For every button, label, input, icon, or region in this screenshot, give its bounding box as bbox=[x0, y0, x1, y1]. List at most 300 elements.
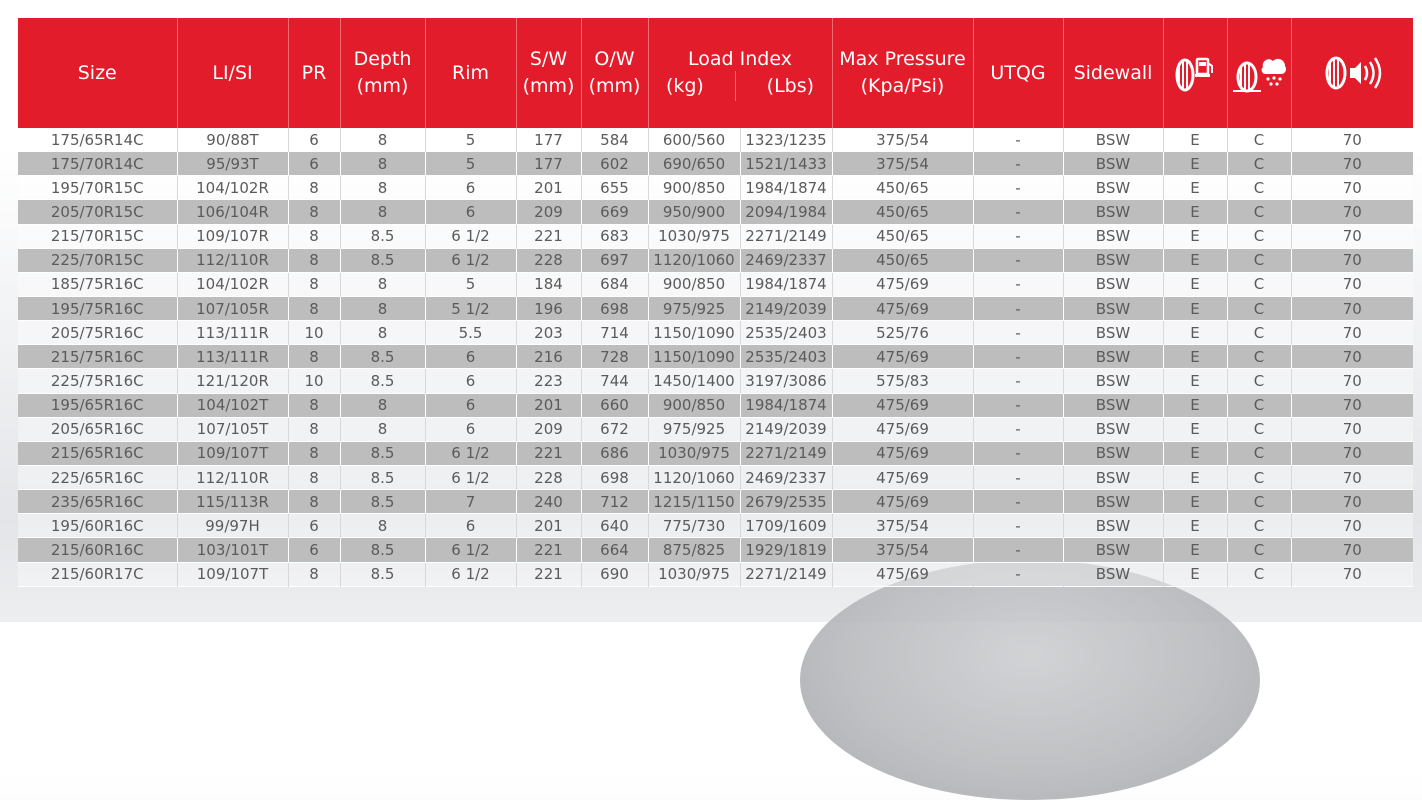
cell-utqg: - bbox=[973, 538, 1063, 562]
cell-ow: 697 bbox=[581, 248, 648, 272]
cell-load-lbs: 2271/2149 bbox=[740, 562, 832, 586]
header-load-kg: (kg) bbox=[665, 74, 704, 97]
cell-ow: 698 bbox=[581, 296, 648, 320]
cell-ow: 640 bbox=[581, 514, 648, 538]
cell-rim: 6 1/2 bbox=[425, 248, 516, 272]
cell-pr: 10 bbox=[288, 321, 340, 345]
cell-sw: 240 bbox=[516, 490, 581, 514]
cell-load-kg: 1030/975 bbox=[648, 224, 740, 248]
cell-fuel-efficiency: E bbox=[1163, 224, 1227, 248]
cell-wet-grip: C bbox=[1227, 272, 1291, 296]
cell-max-pressure: 475/69 bbox=[832, 441, 973, 465]
cell-li-si: 112/110R bbox=[177, 465, 288, 489]
cell-load-kg: 900/850 bbox=[648, 272, 740, 296]
cell-max-pressure: 475/69 bbox=[832, 417, 973, 441]
cell-sidewall: BSW bbox=[1063, 562, 1163, 586]
header-road-noise bbox=[1291, 18, 1413, 128]
cell-sidewall: BSW bbox=[1063, 538, 1163, 562]
table-row bbox=[18, 321, 1413, 345]
cell-pr: 8 bbox=[288, 465, 340, 489]
cell-ow: 728 bbox=[581, 345, 648, 369]
cell-sw: 221 bbox=[516, 562, 581, 586]
cell-fuel-efficiency: E bbox=[1163, 321, 1227, 345]
cell-sidewall: BSW bbox=[1063, 200, 1163, 224]
cell-li-si: 95/93T bbox=[177, 152, 288, 176]
cell-wet-grip: C bbox=[1227, 248, 1291, 272]
cell-load-kg: 975/925 bbox=[648, 296, 740, 320]
cell-fuel-efficiency: E bbox=[1163, 128, 1227, 152]
cell-rim: 6 bbox=[425, 417, 516, 441]
cell-load-kg: 875/825 bbox=[648, 538, 740, 562]
cell-li-si: 99/97H bbox=[177, 514, 288, 538]
cell-utqg: - bbox=[973, 296, 1063, 320]
cell-sidewall: BSW bbox=[1063, 490, 1163, 514]
cell-load-kg: 1120/1060 bbox=[648, 465, 740, 489]
cell-utqg: - bbox=[973, 393, 1063, 417]
table-row bbox=[18, 514, 1413, 538]
cell-load-kg: 1120/1060 bbox=[648, 248, 740, 272]
cell-li-si: 104/102R bbox=[177, 272, 288, 296]
cell-size: 215/70R15C bbox=[18, 224, 177, 248]
cell-sw: 228 bbox=[516, 248, 581, 272]
cell-sidewall: BSW bbox=[1063, 514, 1163, 538]
cell-sw: 216 bbox=[516, 345, 581, 369]
cell-rim: 7 bbox=[425, 490, 516, 514]
cell-wet-grip: C bbox=[1227, 465, 1291, 489]
fuel-efficiency-icon bbox=[1166, 53, 1225, 93]
cell-ow: 712 bbox=[581, 490, 648, 514]
cell-wet-grip: C bbox=[1227, 200, 1291, 224]
cell-load-kg: 1150/1090 bbox=[648, 345, 740, 369]
cell-sidewall: BSW bbox=[1063, 272, 1163, 296]
table-row bbox=[18, 417, 1413, 441]
cell-size: 225/75R16C bbox=[18, 369, 177, 393]
cell-sidewall: BSW bbox=[1063, 296, 1163, 320]
cell-utqg: - bbox=[973, 562, 1063, 586]
cell-wet-grip: C bbox=[1227, 296, 1291, 320]
cell-sw: 201 bbox=[516, 176, 581, 200]
cell-size: 225/65R16C bbox=[18, 465, 177, 489]
table-row bbox=[18, 224, 1413, 248]
cell-max-pressure: 450/65 bbox=[832, 200, 973, 224]
cell-sw: 221 bbox=[516, 538, 581, 562]
cell-ow: 584 bbox=[581, 128, 648, 152]
table-row bbox=[18, 128, 1413, 152]
table-row bbox=[18, 345, 1413, 369]
table-row bbox=[18, 490, 1413, 514]
cell-depth: 8.5 bbox=[340, 369, 425, 393]
cell-road-noise: 70 bbox=[1291, 441, 1413, 465]
cell-li-si: 107/105R bbox=[177, 296, 288, 320]
cell-depth: 8.5 bbox=[340, 441, 425, 465]
header-max-pressure bbox=[832, 18, 973, 128]
cell-utqg: - bbox=[973, 490, 1063, 514]
cell-load-kg: 1030/975 bbox=[648, 562, 740, 586]
cell-pr: 8 bbox=[288, 490, 340, 514]
header-size: Size bbox=[18, 18, 177, 128]
cell-size: 215/65R16C bbox=[18, 441, 177, 465]
cell-sw: 201 bbox=[516, 514, 581, 538]
cell-li-si: 90/88T bbox=[177, 128, 288, 152]
cell-li-si: 107/105T bbox=[177, 417, 288, 441]
cell-ow: 690 bbox=[581, 562, 648, 586]
cell-pr: 8 bbox=[288, 441, 340, 465]
cell-rim: 5 1/2 bbox=[425, 296, 516, 320]
cell-road-noise: 70 bbox=[1291, 272, 1413, 296]
cell-wet-grip: C bbox=[1227, 562, 1291, 586]
cell-size: 215/60R17C bbox=[18, 562, 177, 586]
cell-ow: 698 bbox=[581, 465, 648, 489]
cell-sw: 184 bbox=[516, 272, 581, 296]
header-ow-label: O/W bbox=[594, 48, 635, 70]
cell-road-noise: 70 bbox=[1291, 152, 1413, 176]
cell-size: 205/65R16C bbox=[18, 417, 177, 441]
cell-load-lbs: 2679/2535 bbox=[740, 490, 832, 514]
cell-size: 175/65R14C bbox=[18, 128, 177, 152]
cell-utqg: - bbox=[973, 321, 1063, 345]
cell-li-si: 104/102T bbox=[177, 393, 288, 417]
cell-load-kg: 975/925 bbox=[648, 417, 740, 441]
cell-fuel-efficiency: E bbox=[1163, 296, 1227, 320]
header-load-index-label: Load Index bbox=[688, 47, 792, 70]
header-depth-label: Depth bbox=[353, 48, 412, 70]
cell-utqg: - bbox=[973, 417, 1063, 441]
cell-rim: 6 1/2 bbox=[425, 562, 516, 586]
cell-ow: 714 bbox=[581, 321, 648, 345]
cell-depth: 8.5 bbox=[340, 465, 425, 489]
cell-size: 195/65R16C bbox=[18, 393, 177, 417]
cell-load-kg: 775/730 bbox=[648, 514, 740, 538]
header-sw-label: S/W bbox=[529, 48, 568, 70]
table-body bbox=[18, 128, 1413, 586]
cell-wet-grip: C bbox=[1227, 369, 1291, 393]
cell-fuel-efficiency: E bbox=[1163, 417, 1227, 441]
cell-load-lbs: 2271/2149 bbox=[740, 441, 832, 465]
cell-size: 215/75R16C bbox=[18, 345, 177, 369]
cell-li-si: 109/107R bbox=[177, 224, 288, 248]
cell-utqg: - bbox=[973, 441, 1063, 465]
cell-utqg: - bbox=[973, 152, 1063, 176]
cell-li-si: 106/104R bbox=[177, 200, 288, 224]
cell-sw: 221 bbox=[516, 224, 581, 248]
cell-size: 195/75R16C bbox=[18, 296, 177, 320]
table-row bbox=[18, 562, 1413, 586]
cell-utqg: - bbox=[973, 345, 1063, 369]
cell-load-lbs: 2469/2337 bbox=[740, 248, 832, 272]
cell-utqg: - bbox=[973, 128, 1063, 152]
table-row bbox=[18, 176, 1413, 200]
cell-load-kg: 600/560 bbox=[648, 128, 740, 152]
cell-ow: 744 bbox=[581, 369, 648, 393]
cell-sw: 228 bbox=[516, 465, 581, 489]
cell-road-noise: 70 bbox=[1291, 562, 1413, 586]
cell-load-kg: 900/850 bbox=[648, 393, 740, 417]
cell-sidewall: BSW bbox=[1063, 417, 1163, 441]
cell-ow: 655 bbox=[581, 176, 648, 200]
cell-utqg: - bbox=[973, 369, 1063, 393]
cell-sw: 177 bbox=[516, 128, 581, 152]
cell-fuel-efficiency: E bbox=[1163, 345, 1227, 369]
cell-depth: 8 bbox=[340, 128, 425, 152]
cell-sw: 223 bbox=[516, 369, 581, 393]
cell-fuel-efficiency: E bbox=[1163, 441, 1227, 465]
cell-load-lbs: 1984/1874 bbox=[740, 272, 832, 296]
cell-li-si: 115/113R bbox=[177, 490, 288, 514]
cell-load-lbs: 1709/1609 bbox=[740, 514, 832, 538]
cell-ow: 683 bbox=[581, 224, 648, 248]
cell-depth: 8.5 bbox=[340, 538, 425, 562]
tire-background-image bbox=[800, 560, 1260, 800]
header-row bbox=[18, 18, 1413, 128]
cell-pr: 8 bbox=[288, 345, 340, 369]
header-max-pressure-unit: (Kpa/Psi) bbox=[860, 75, 945, 97]
table-row bbox=[18, 152, 1413, 176]
cell-sw: 201 bbox=[516, 393, 581, 417]
cell-load-lbs: 1323/1235 bbox=[740, 128, 832, 152]
cell-sw: 196 bbox=[516, 296, 581, 320]
cell-road-noise: 70 bbox=[1291, 514, 1413, 538]
header-load-index bbox=[648, 18, 832, 128]
header-sidewall: Sidewall bbox=[1063, 18, 1163, 128]
table-row bbox=[18, 200, 1413, 224]
cell-ow: 672 bbox=[581, 417, 648, 441]
cell-pr: 8 bbox=[288, 393, 340, 417]
cell-max-pressure: 475/69 bbox=[832, 562, 973, 586]
cell-fuel-efficiency: E bbox=[1163, 465, 1227, 489]
tire-spec-table bbox=[18, 18, 1413, 587]
cell-load-lbs: 1984/1874 bbox=[740, 393, 832, 417]
cell-sidewall: BSW bbox=[1063, 345, 1163, 369]
cell-depth: 8 bbox=[340, 417, 425, 441]
table-row bbox=[18, 538, 1413, 562]
header-pr: PR bbox=[288, 18, 340, 128]
cell-ow: 684 bbox=[581, 272, 648, 296]
cell-max-pressure: 450/65 bbox=[832, 176, 973, 200]
header-load-divider bbox=[735, 71, 736, 101]
cell-li-si: 113/111R bbox=[177, 345, 288, 369]
cell-depth: 8 bbox=[340, 176, 425, 200]
cell-sidewall: BSW bbox=[1063, 393, 1163, 417]
cell-rim: 6 1/2 bbox=[425, 224, 516, 248]
cell-fuel-efficiency: E bbox=[1163, 514, 1227, 538]
cell-li-si: 121/120R bbox=[177, 369, 288, 393]
cell-rim: 6 1/2 bbox=[425, 441, 516, 465]
cell-fuel-efficiency: E bbox=[1163, 393, 1227, 417]
cell-utqg: - bbox=[973, 224, 1063, 248]
cell-rim: 5.5 bbox=[425, 321, 516, 345]
cell-load-lbs: 1521/1433 bbox=[740, 152, 832, 176]
cell-sidewall: BSW bbox=[1063, 176, 1163, 200]
cell-rim: 6 bbox=[425, 514, 516, 538]
cell-utqg: - bbox=[973, 514, 1063, 538]
header-sw-unit: (mm) bbox=[522, 75, 575, 97]
cell-sidewall: BSW bbox=[1063, 128, 1163, 152]
cell-pr: 8 bbox=[288, 224, 340, 248]
cell-fuel-efficiency: E bbox=[1163, 369, 1227, 393]
cell-depth: 8 bbox=[340, 152, 425, 176]
cell-sidewall: BSW bbox=[1063, 248, 1163, 272]
cell-rim: 5 bbox=[425, 272, 516, 296]
cell-fuel-efficiency: E bbox=[1163, 562, 1227, 586]
table-row bbox=[18, 369, 1413, 393]
cell-size: 205/70R15C bbox=[18, 200, 177, 224]
header-wet-grip bbox=[1227, 18, 1291, 128]
cell-depth: 8 bbox=[340, 393, 425, 417]
cell-li-si: 109/107T bbox=[177, 562, 288, 586]
cell-road-noise: 70 bbox=[1291, 176, 1413, 200]
cell-li-si: 103/101T bbox=[177, 538, 288, 562]
cell-max-pressure: 375/54 bbox=[832, 152, 973, 176]
cell-wet-grip: C bbox=[1227, 514, 1291, 538]
cell-road-noise: 70 bbox=[1291, 248, 1413, 272]
cell-depth: 8.5 bbox=[340, 224, 425, 248]
cell-size: 225/70R15C bbox=[18, 248, 177, 272]
cell-load-lbs: 3197/3086 bbox=[740, 369, 832, 393]
header-load-lbs: (Lbs) bbox=[766, 74, 815, 97]
cell-fuel-efficiency: E bbox=[1163, 538, 1227, 562]
cell-wet-grip: C bbox=[1227, 345, 1291, 369]
cell-ow: 686 bbox=[581, 441, 648, 465]
cell-fuel-efficiency: E bbox=[1163, 200, 1227, 224]
cell-fuel-efficiency: E bbox=[1163, 176, 1227, 200]
cell-max-pressure: 475/69 bbox=[832, 490, 973, 514]
cell-depth: 8.5 bbox=[340, 490, 425, 514]
cell-max-pressure: 525/76 bbox=[832, 321, 973, 345]
cell-rim: 6 bbox=[425, 345, 516, 369]
cell-utqg: - bbox=[973, 176, 1063, 200]
cell-depth: 8 bbox=[340, 514, 425, 538]
header-sw bbox=[516, 18, 581, 128]
cell-wet-grip: C bbox=[1227, 321, 1291, 345]
cell-road-noise: 70 bbox=[1291, 393, 1413, 417]
cell-rim: 6 bbox=[425, 176, 516, 200]
cell-road-noise: 70 bbox=[1291, 538, 1413, 562]
cell-pr: 6 bbox=[288, 152, 340, 176]
road-noise-icon bbox=[1294, 53, 1412, 93]
cell-pr: 8 bbox=[288, 296, 340, 320]
cell-sidewall: BSW bbox=[1063, 465, 1163, 489]
cell-ow: 669 bbox=[581, 200, 648, 224]
cell-sidewall: BSW bbox=[1063, 152, 1163, 176]
cell-depth: 8.5 bbox=[340, 345, 425, 369]
cell-pr: 8 bbox=[288, 272, 340, 296]
header-depth-unit: (mm) bbox=[356, 75, 409, 97]
cell-sw: 177 bbox=[516, 152, 581, 176]
cell-utqg: - bbox=[973, 465, 1063, 489]
cell-road-noise: 70 bbox=[1291, 345, 1413, 369]
cell-load-lbs: 1984/1874 bbox=[740, 176, 832, 200]
cell-load-lbs: 2535/2403 bbox=[740, 345, 832, 369]
cell-li-si: 104/102R bbox=[177, 176, 288, 200]
cell-max-pressure: 575/83 bbox=[832, 369, 973, 393]
cell-size: 175/70R14C bbox=[18, 152, 177, 176]
cell-max-pressure: 450/65 bbox=[832, 224, 973, 248]
cell-li-si: 109/107T bbox=[177, 441, 288, 465]
cell-max-pressure: 475/69 bbox=[832, 393, 973, 417]
cell-max-pressure: 450/65 bbox=[832, 248, 973, 272]
cell-depth: 8.5 bbox=[340, 562, 425, 586]
cell-load-lbs: 2469/2337 bbox=[740, 465, 832, 489]
header-rim: Rim bbox=[425, 18, 516, 128]
cell-load-kg: 1030/975 bbox=[648, 441, 740, 465]
cell-depth: 8.5 bbox=[340, 248, 425, 272]
header-depth bbox=[340, 18, 425, 128]
cell-sw: 209 bbox=[516, 200, 581, 224]
cell-depth: 8 bbox=[340, 321, 425, 345]
header-ow-unit: (mm) bbox=[588, 75, 641, 97]
cell-load-kg: 1450/1400 bbox=[648, 369, 740, 393]
cell-depth: 8 bbox=[340, 296, 425, 320]
header-utqg: UTQG bbox=[973, 18, 1063, 128]
table-row bbox=[18, 393, 1413, 417]
cell-fuel-efficiency: E bbox=[1163, 272, 1227, 296]
cell-rim: 6 1/2 bbox=[425, 538, 516, 562]
cell-rim: 5 bbox=[425, 152, 516, 176]
cell-sidewall: BSW bbox=[1063, 224, 1163, 248]
cell-sw: 209 bbox=[516, 417, 581, 441]
cell-size: 205/75R16C bbox=[18, 321, 177, 345]
cell-pr: 8 bbox=[288, 417, 340, 441]
cell-max-pressure: 375/54 bbox=[832, 128, 973, 152]
cell-load-lbs: 2149/2039 bbox=[740, 417, 832, 441]
cell-depth: 8 bbox=[340, 200, 425, 224]
cell-ow: 602 bbox=[581, 152, 648, 176]
cell-max-pressure: 375/54 bbox=[832, 514, 973, 538]
cell-wet-grip: C bbox=[1227, 152, 1291, 176]
cell-max-pressure: 375/54 bbox=[832, 538, 973, 562]
cell-pr: 8 bbox=[288, 248, 340, 272]
cell-wet-grip: C bbox=[1227, 417, 1291, 441]
cell-depth: 8 bbox=[340, 272, 425, 296]
cell-sidewall: BSW bbox=[1063, 369, 1163, 393]
cell-wet-grip: C bbox=[1227, 441, 1291, 465]
header-max-pressure-label: Max Pressure bbox=[839, 48, 966, 70]
cell-wet-grip: C bbox=[1227, 538, 1291, 562]
cell-ow: 664 bbox=[581, 538, 648, 562]
cell-pr: 6 bbox=[288, 538, 340, 562]
cell-ow: 660 bbox=[581, 393, 648, 417]
table-row bbox=[18, 248, 1413, 272]
cell-max-pressure: 475/69 bbox=[832, 296, 973, 320]
table-row bbox=[18, 465, 1413, 489]
cell-rim: 6 1/2 bbox=[425, 465, 516, 489]
cell-rim: 6 bbox=[425, 393, 516, 417]
cell-load-lbs: 2094/1984 bbox=[740, 200, 832, 224]
cell-road-noise: 70 bbox=[1291, 128, 1413, 152]
cell-pr: 10 bbox=[288, 369, 340, 393]
cell-rim: 6 bbox=[425, 200, 516, 224]
cell-fuel-efficiency: E bbox=[1163, 152, 1227, 176]
table-row bbox=[18, 272, 1413, 296]
cell-pr: 8 bbox=[288, 562, 340, 586]
cell-wet-grip: C bbox=[1227, 128, 1291, 152]
cell-road-noise: 70 bbox=[1291, 321, 1413, 345]
cell-load-kg: 900/850 bbox=[648, 176, 740, 200]
header-ow bbox=[581, 18, 648, 128]
cell-road-noise: 70 bbox=[1291, 224, 1413, 248]
cell-road-noise: 70 bbox=[1291, 369, 1413, 393]
header-li-si: LI/SI bbox=[177, 18, 288, 128]
cell-size: 215/60R16C bbox=[18, 538, 177, 562]
cell-sidewall: BSW bbox=[1063, 441, 1163, 465]
wet-grip-icon bbox=[1230, 53, 1289, 93]
cell-size: 195/60R16C bbox=[18, 514, 177, 538]
cell-fuel-efficiency: E bbox=[1163, 490, 1227, 514]
cell-load-lbs: 1929/1819 bbox=[740, 538, 832, 562]
cell-pr: 6 bbox=[288, 514, 340, 538]
cell-rim: 5 bbox=[425, 128, 516, 152]
cell-load-kg: 950/900 bbox=[648, 200, 740, 224]
